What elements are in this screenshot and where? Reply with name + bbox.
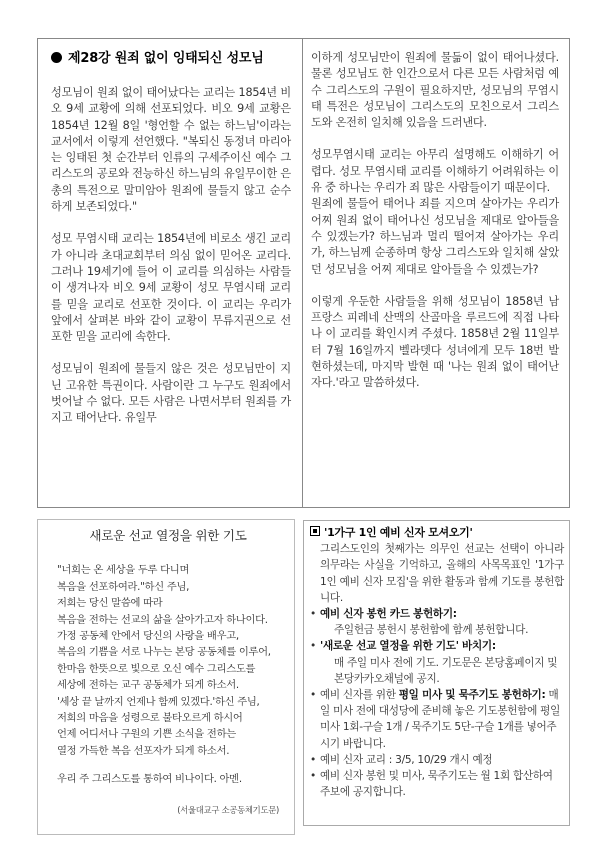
notice-item: • 예비 신자 봉헌 및 미사, 묵주기도는 월 1회 합산하여 주보에 공지합니다. (310, 768, 564, 800)
lecture-paragraph: 성모 무염시태 교리는 1854년에 비로소 생긴 교리가 아니라 초대교회부터 의심 없이 믿어온 교리다. 그러나 19세기에 들어 이 교리를 의심하는 사람들이 생겨나자 비오 9세 교황이 성모 무염시태 교리를 믿을 교리로 선포한 것이다. 이 교리는 우리가 앞에서 살펴본 바와 같이 교황이 무류지권으로 선포한 믿을 교리에 속한다. (51, 232, 291, 344)
prayer-line: 세상에 전하는 교구 공동체가 되게 하소서. (57, 679, 239, 692)
notice-item: • 예비 신자를 위한 평일 미사 및 묵주기도 봉헌하기: 매일 미사 전에 대성당에 준비해 놓은 기도봉헌함에 평일미사 1회-구슬 1개 / 묵주기도 5단-구슬 1개를 넣어주시기 바랍니다. (310, 687, 564, 752)
prayer-line: 저희의 마음을 성령으로 불타오르게 하시어 (57, 712, 243, 725)
column-divider (302, 38, 303, 508)
prayer-line: "너희는 온 세상을 두루 다니며 (57, 564, 190, 577)
checkbox-square-icon (310, 526, 320, 536)
lecture-paragraph: 성모님이 원죄 없이 태어났다는 교리는 1854년 비오 9세 교황에 의해 선포되었다. 비오 9세 교황은 1854년 12월 8일 '형언할 수 없는 하느님'이라는 교서에서 이렇게 선언했다. "복되신 동정녀 마리아는 잉태된 첫 순간부터 인류의 구세주이신 예수 그리스도의 공로와 전능하신 하느님의 유일무이한 은총의 특전으로 말미암아 원죄에 물들지 않고 순수하게 보존되었다." (51, 86, 291, 214)
prayer-line: 복음의 기쁨을 서로 나누는 본당 공동체를 이루어, (57, 646, 271, 659)
prayer-line: 언제 어디서나 구원의 기쁜 소식을 전하는 (57, 728, 236, 741)
lecture-paragraph: 성모님이 원죄에 물들지 않은 것은 성모님만이 지닌 고유한 특권이다. 사람이란 그 누구도 원죄에서 벗어날 수 없다. 모든 사람은 나면서부터 원죄를 가지고 태어난다. 유일무 (51, 362, 291, 425)
lecture-paragraph: 이렇게 우둔한 사람들을 위해 성모님이 1858년 남 프랑스 피레네 산맥의 산골마을 루르드에 직접 나타나 이 교리를 확인시켜 주셨다. 1858년 2월 11일부터 7월 16일까지 벨라뎃다 성녀에게 모두 18번 발현하셨는데, 마지막 발현 때 '나는 원죄 없이 태어난 자다.'라고 말씀하셨다. (311, 294, 559, 390)
prayer-title: 새로운 선교 열정을 위한 기도 (89, 528, 247, 543)
notice-item: • 예비 신자 봉헌 카드 봉헌하기: 주일헌금 봉헌시 봉헌함에 함께 봉헌합니다. (310, 606, 564, 638)
lecture-title: 제28강 원죄 없이 잉태되신 성모님 (51, 50, 291, 67)
prayer-line: 복음을 선포하여라."하신 주님, (57, 580, 190, 593)
prayer-line: '세상 끝 날까지 언제나 함께 있겠다.'하신 주님, (57, 695, 260, 708)
notice-item: • '새로운 선교 열정을 위한 기도' 바치기: 매 주일 미사 전에 기도. 기도문은 본당홈페이지 및 본당카카오채널에 공지. (310, 638, 564, 687)
lecture-right-column (311, 50, 559, 392)
prayer-line: 가정 공동체 안에서 당신의 사랑을 배우고, (57, 630, 239, 643)
prayer-source: (서울대교구 소공동체기도문) (177, 804, 279, 815)
notice-title: '1가구 1인 예비 신자 모셔오기' (310, 525, 564, 541)
lecture-left-column (51, 50, 291, 427)
lecture-paragraph: 이하게 성모님만이 원죄에 물듦이 없이 태어나셨다. 물론 성모님도 한 인간으로서 다른 모든 사람처럼 예수 그리스도의 구원이 필요하지만, 성모님의 무염시태 특전은 성모님이 그리스도의 모친으로서 그리스도와 온전히 일치해 있음을 드러낸다. (311, 51, 559, 130)
lecture-paragraph: 원죄에 물들어 태어나 죄를 지으며 살아가는 우리가 어찌 원죄 없이 태어나신 성모님을 제대로 알아들을 수 있겠는가? 하느님과 멀리 떨어져 살아가는 우리가, 하느님께 순종하며 항상 그리스도와 일치해 살았던 성모님을 어찌 제대로 알아들을 수 있겠는가? (311, 197, 559, 276)
prayer-line: 한마음 한뜻으로 빛으로 오신 예수 그리스도를 (57, 662, 256, 675)
notice-item: • 예비 신자 교리 : 3/5, 10/29 개시 예정 (310, 752, 564, 768)
notice-content (310, 525, 564, 800)
notice-intro: 그리스도인의 첫째가는 의무인 선교는 선택이 아니라 의무라는 사실을 기억하고, 올해의 사목목표인 '1가구 1인 예비 신자 모집'을 위한 활동과 함께 기도를 봉헌합니다. (320, 543, 564, 604)
prayer-closing: 우리 주 그리스도를 통하여 비나이다. 아멘. (57, 773, 242, 786)
lecture-paragraph: 성모무염시태 교리는 아무리 설명해도 이해하기 어렵다. 성모 무염시태 교리를 이해하기 어려워하는 이유 중 하나는 우리가 죄 많은 사람들이기 때문이다. (311, 148, 559, 195)
bullet-icon (51, 52, 62, 63)
prayer-line: 복음을 전하는 선교의 삶을 살아가고자 하나이다. (57, 613, 268, 626)
prayer-line: 열정 가득한 복음 선포자가 되게 하소서. (57, 744, 230, 757)
prayer-line: 저희는 당신 말씀에 따라 (57, 597, 163, 610)
notice-list (310, 606, 564, 800)
prayer-content (57, 528, 279, 818)
